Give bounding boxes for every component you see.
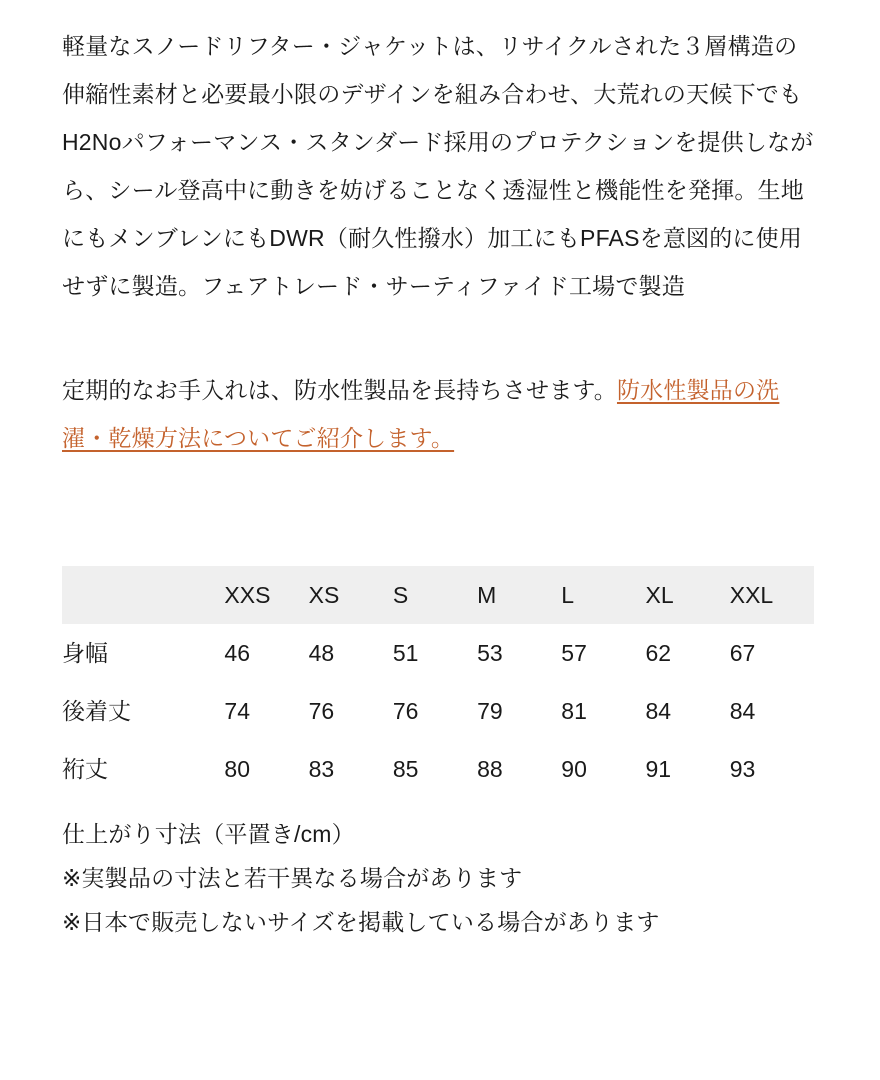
size-table-corner bbox=[62, 566, 224, 624]
size-column-header: S bbox=[393, 566, 477, 624]
measurement-value: 57 bbox=[561, 624, 645, 682]
measurement-value: 76 bbox=[309, 682, 393, 740]
measurement-value: 62 bbox=[646, 624, 730, 682]
measurement-value: 81 bbox=[561, 682, 645, 740]
size-column-header: XXL bbox=[730, 566, 814, 624]
size-table-body bbox=[62, 624, 814, 798]
measurement-value: 88 bbox=[477, 740, 561, 798]
measurement-value: 84 bbox=[646, 682, 730, 740]
measurement-value: 53 bbox=[477, 624, 561, 682]
table-header-row bbox=[62, 566, 814, 624]
care-guide-link[interactable]: 防水性製品の洗濯・乾燥方法についてご紹介します。 bbox=[62, 377, 780, 451]
table-row bbox=[62, 682, 814, 740]
measurement-value: 67 bbox=[730, 624, 814, 682]
measurement-row-label: 裄丈 bbox=[62, 740, 224, 798]
measurement-value: 76 bbox=[393, 682, 477, 740]
care-lead-text: 定期的なお手入れは、防水性製品を長持ちさせます。 bbox=[62, 377, 617, 403]
measurement-value: 74 bbox=[224, 682, 308, 740]
note-line: ※日本で販売しないサイズを掲載している場合があります bbox=[62, 909, 660, 935]
note-line: 仕上がり寸法（平置き/cm） bbox=[62, 821, 355, 847]
table-row bbox=[62, 740, 814, 798]
measurement-value: 48 bbox=[309, 624, 393, 682]
size-column-header: XXS bbox=[224, 566, 308, 624]
measurement-value: 79 bbox=[477, 682, 561, 740]
measurement-value: 51 bbox=[393, 624, 477, 682]
product-description-paragraph: 軽量なスノードリフター・ジャケットは、リサイクルされた３層構造の伸縮性素材と必要最小限のデザインを組み合わせ、大荒れの天候下でもH2Noパフォーマンス・スタンダード採用のプロテクションを提供しながら、シール登高中に動きを妨げることなく透湿性と機能性を発揮。生地にもメンブレンにもDWR（耐久性撥水）加工にもPFASを意図的に使用せずに製造。フェアトレード・サーティファイド工場で製造 bbox=[62, 33, 814, 299]
measurement-value: 85 bbox=[393, 740, 477, 798]
size-column-header: XL bbox=[646, 566, 730, 624]
measurement-value: 84 bbox=[730, 682, 814, 740]
measurement-value: 46 bbox=[224, 624, 308, 682]
paragraph-spacer bbox=[62, 310, 818, 366]
size-chart bbox=[62, 566, 818, 798]
measurement-value: 90 bbox=[561, 740, 645, 798]
note-line: ※実製品の寸法と若干異なる場合があります bbox=[62, 865, 523, 891]
measurement-row-label: 後着丈 bbox=[62, 682, 224, 740]
size-column-header: L bbox=[561, 566, 645, 624]
size-table bbox=[62, 566, 814, 798]
size-column-header: M bbox=[477, 566, 561, 624]
measurement-value: 83 bbox=[309, 740, 393, 798]
table-row bbox=[62, 624, 814, 682]
measurement-value: 80 bbox=[224, 740, 308, 798]
measurement-row-label: 身幅 bbox=[62, 624, 224, 682]
size-table-head bbox=[62, 566, 814, 624]
measurement-value: 91 bbox=[646, 740, 730, 798]
size-column-header: XS bbox=[309, 566, 393, 624]
measurement-value: 93 bbox=[730, 740, 814, 798]
care-instructions-paragraph bbox=[62, 366, 818, 462]
size-chart-notes bbox=[62, 812, 818, 944]
